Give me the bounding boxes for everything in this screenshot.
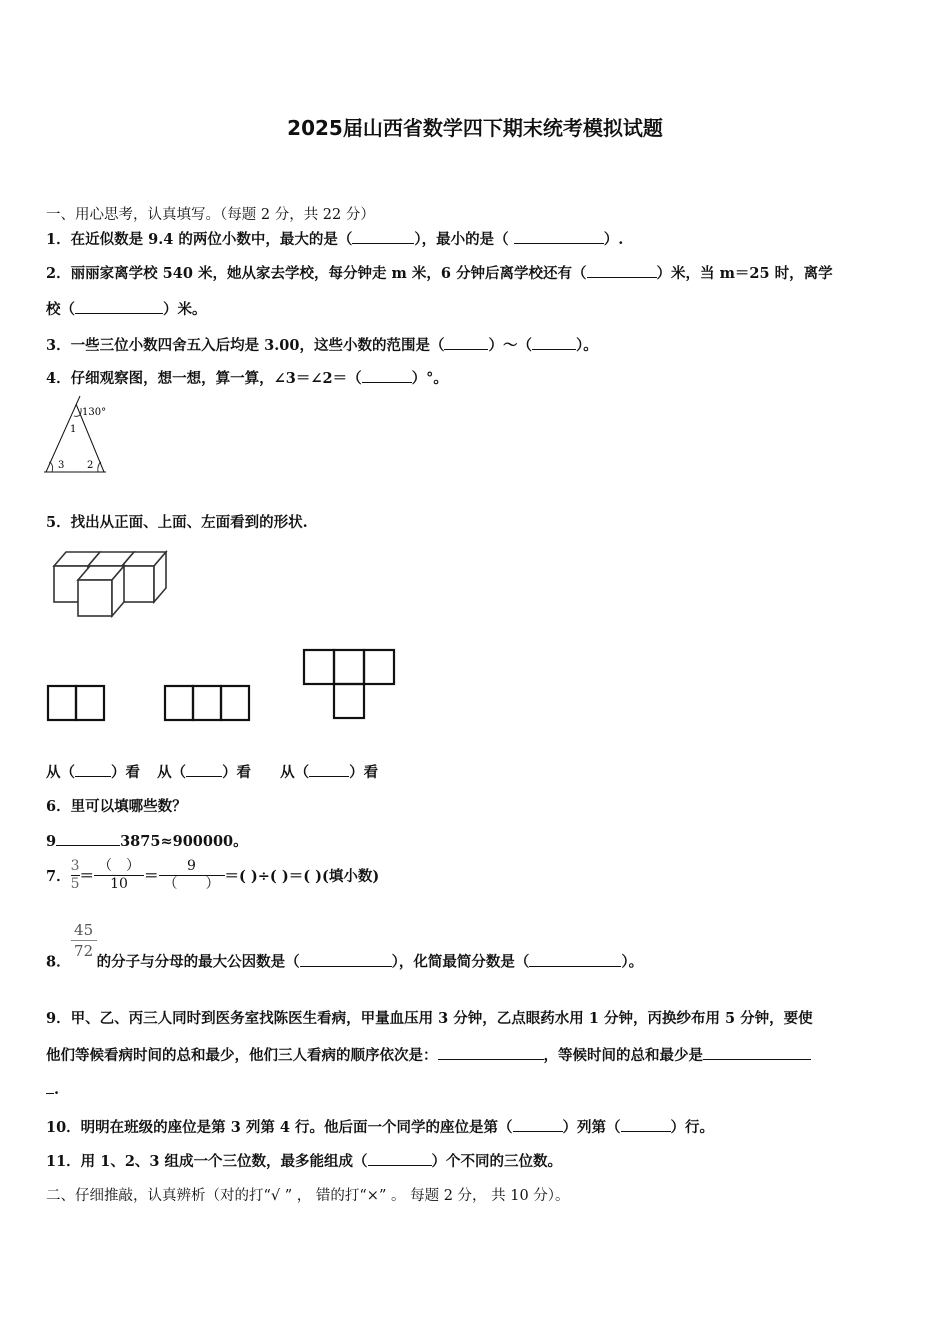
answer-blank[interactable] [532,335,576,350]
question-2-line-1 [46,262,833,283]
question-5: 5．找出从正面、上面、左面看到的形状. [46,514,308,531]
triangle-figure [40,394,120,476]
angle-2-label: 2 [87,460,94,471]
q2-text-b: ）米，当 m＝25 时，离学 [656,265,833,282]
question-2-line-2 [46,298,207,319]
question-10 [46,1116,714,1137]
view-two-squares [46,684,108,724]
look-label: ）看 [111,764,140,781]
answer-blank[interactable] [513,1117,563,1132]
angle-130-label: 130° [82,407,107,418]
answer-blank[interactable] [529,952,621,967]
fraction-9-blank[interactable] [159,858,225,893]
answer-blank[interactable] [438,1045,544,1060]
q3-text-a: 3．一些三位小数四舍五入后均是 3.00，这些小数的范围是（ [46,337,445,354]
answer-blank[interactable] [56,831,120,846]
angle-1-label: 1 [70,424,77,435]
from-label: 从（ [280,764,310,781]
q6-approx: 3875≈900000。 [120,833,248,850]
answer-blank[interactable] [352,229,414,244]
q9-text-c: ，等候时间的总和最少是 [543,1047,703,1064]
answer-blank[interactable] [587,263,657,278]
equals-sign: ＝ [144,868,159,885]
q11-text-a: 11．用 1、2、3 组成一个三位数，最多能组成（ [46,1153,368,1170]
question-7 [46,858,379,893]
question-8 [46,920,643,972]
q11-text-b: ）个不同的三位数。 [431,1153,563,1170]
q10-text-c: ）行。 [670,1119,715,1136]
answer-blank[interactable] [368,1151,432,1166]
answer-blank[interactable] [300,952,392,967]
question-3 [46,334,598,355]
q9-text-d: . [54,1081,60,1098]
look-label: ）看 [222,764,252,781]
question-6-expression [46,830,248,851]
equals-sign: ＝ [79,868,95,885]
q1-text-c: ）. [603,231,624,248]
q6-digit: 9 [46,833,57,850]
fraction-45-72 [71,920,97,961]
q7-tail: ＝( )÷( )＝( )(填小数) [224,868,380,885]
q9-text-b: 他们等候看病时间的总和最少，他们三人看病的顺序依次是： [46,1047,438,1064]
numerator: 45 [74,921,94,939]
q8-text-a: 的分子与分母的最大公因数是（ [96,953,300,971]
view-answers-row [46,761,378,782]
question-6: 6．里可以填哪些数？ [46,798,187,815]
angle-3-label: 3 [58,460,65,471]
question-11 [46,1150,562,1171]
question-9-line-1: 9．甲、乙、丙三人同时到医务室找陈医生看病，甲量血压用 3 分钟，乙点眼药水用 1 分钟，丙换纱布用 5 分钟，要使 [46,1010,813,1027]
answer-blank[interactable] [362,368,412,383]
q1-text-b: ），最小的是（ [414,231,509,248]
q8-text-b: ），化简最简分数是（ [391,953,530,971]
q10-text-b: ）列第（ [562,1119,621,1136]
answer-blank[interactable] [186,762,222,777]
question-1 [46,228,623,249]
question-4 [46,367,448,388]
q3-text-b: ）～（ [488,337,532,354]
answer-blank[interactable] [514,229,604,244]
denominator: 72 [74,942,94,960]
numerator: （ ） [98,858,141,874]
answer-blank[interactable] [703,1045,811,1060]
q2-text-c: 校（ [46,301,75,318]
denominator: 10 [110,876,128,892]
q8-number: 8． [46,953,71,971]
q4-text-b: ）°。 [411,370,448,387]
answer-blank[interactable] [75,762,111,777]
answer-blank[interactable] [309,762,349,777]
q2-text-a: 2．丽丽家离学校 540 米，她从家去学校，每分钟走 m 米，6 分钟后离学校还有（ [46,265,587,282]
answer-blank[interactable] [46,1079,54,1094]
answer-blank[interactable] [621,1117,671,1132]
section-2-heading: 二、仔细推敲，认真辨析（对的打“√ ” ， 错的打“×” 。 每题 2 分， 共 10 分）。 [46,1188,570,1204]
q1-text-a: 1．在近似数是 9.4 的两位小数中，最大的是（ [46,231,353,248]
section-1-heading: 一、用心思考，认真填写。（每题 2 分，共 22 分） [46,207,375,223]
fraction-blank-10[interactable] [94,858,144,893]
denominator: （ ） [163,876,220,892]
question-9-line-3 [46,1079,59,1098]
from-label: 从（ [157,764,187,781]
fraction-3-5 [71,858,80,893]
view-t-shape [302,648,398,724]
view-three-squares [163,684,255,724]
numerator: 9 [187,858,196,874]
cube-stack-figure [50,546,170,618]
question-9-line-2 [46,1044,811,1065]
answer-blank[interactable] [444,335,488,350]
denominator: 5 [70,876,80,892]
q8-text-c: ）。 [621,953,644,971]
page-title: 2025届山西省数学四下期末统考模拟试题 [287,116,663,140]
numerator: 3 [70,858,80,874]
q4-text-a: 4．仔细观察图，想一想，算一算，∠3＝∠2＝（ [46,370,362,387]
q10-text-a: 10．明明在班级的座位是第 3 列第 4 行。他后面一个同学的座位是第（ [46,1119,513,1136]
answer-blank[interactable] [75,299,163,314]
q3-text-c: ）。 [575,337,598,354]
look-label: ）看 [349,764,379,781]
from-label: 从（ [46,764,75,781]
q2-text-d: ）米。 [163,301,207,318]
q7-number: 7． [46,868,71,885]
